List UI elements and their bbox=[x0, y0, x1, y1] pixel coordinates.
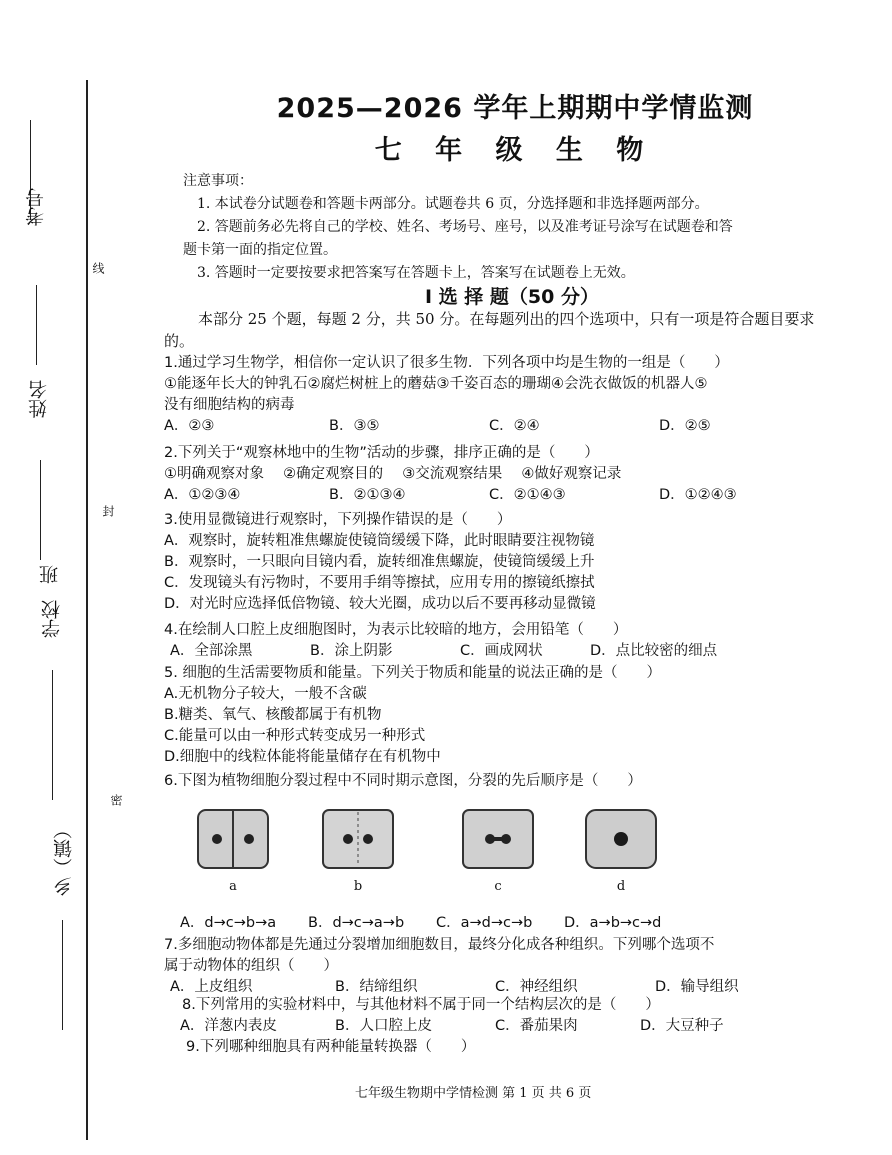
options-row bbox=[164, 416, 829, 437]
school-underline bbox=[52, 670, 53, 800]
option-b: B．d→c→a→b bbox=[308, 915, 405, 931]
question-6-options bbox=[164, 913, 829, 934]
town-underline bbox=[62, 920, 63, 1030]
option-d: D．②⑤ bbox=[659, 418, 711, 434]
notice-block bbox=[183, 170, 833, 285]
question-8 bbox=[164, 995, 829, 1037]
question-extra: 属于动物体的组织（ ） bbox=[164, 958, 338, 974]
question-9 bbox=[164, 1037, 829, 1058]
question-5 bbox=[164, 663, 829, 768]
question-option-line: A.无机物分子较大，一般不含碳 bbox=[164, 686, 367, 702]
seal-char-mi: 密 bbox=[109, 794, 123, 806]
notice-heading: 注意事项： bbox=[183, 173, 253, 189]
option-b: B．②①③④ bbox=[329, 487, 406, 503]
cell-c-image bbox=[460, 806, 536, 872]
class-underline bbox=[40, 460, 41, 560]
cell-a-image bbox=[195, 806, 271, 872]
question-option-line: D．对光时应选择低倍物镜、较大光圈，成功以后不要再移动显微镜 bbox=[164, 596, 596, 612]
question-7 bbox=[164, 935, 829, 998]
question-3 bbox=[164, 510, 829, 615]
option-d: D．输导组织 bbox=[655, 979, 739, 995]
cell-stage-b bbox=[320, 806, 396, 894]
town-label: 乡（镇） bbox=[53, 820, 75, 896]
cell-stage-a bbox=[195, 806, 271, 894]
question-option-line: A．观察时，旋转粗准焦螺旋使镜筒缓缓下降，此时眼睛要注视物镜 bbox=[164, 533, 595, 549]
question-6 bbox=[164, 771, 829, 792]
option-d: D．a→b→c→d bbox=[564, 915, 662, 931]
option-c: C．②④ bbox=[489, 418, 540, 434]
school-label: 学校 bbox=[41, 600, 63, 638]
option-d: D．点比较密的细点 bbox=[590, 643, 718, 659]
question-option-line: B．观察时，一只眼向目镜内看，旋转细准焦螺旋，使镜筒缓缓上升 bbox=[164, 554, 595, 570]
option-a: A．d→c→b→a bbox=[180, 915, 277, 931]
question-option-line: C.能量可以由一种形式转变成另一种形式 bbox=[164, 728, 426, 744]
name-label: 姓名 bbox=[28, 380, 50, 418]
cell-d-image bbox=[583, 806, 659, 872]
options-row bbox=[164, 913, 829, 934]
question-extra: 没有细胞结构的病毒 bbox=[164, 397, 295, 413]
notice-item-3: 3. 答题时一定要按要求把答案写在答题卡上，答案写在试题卷上无效。 bbox=[197, 265, 635, 281]
name-underline-top bbox=[36, 285, 37, 365]
question-stem: 5. 细胞的生活需要物质和能量。下列关于物质和能量的说法正确的是（ ） bbox=[164, 665, 661, 681]
class-label: 班 bbox=[39, 565, 61, 584]
question-1 bbox=[164, 353, 829, 437]
option-a: A．洋葱内表皮 bbox=[180, 1018, 277, 1034]
cell-stage-d bbox=[583, 806, 659, 894]
cell-label-c: c bbox=[494, 879, 502, 894]
seal-line bbox=[86, 80, 88, 1140]
cell-label-b: b bbox=[353, 879, 363, 894]
option-b: B．人口腔上皮 bbox=[335, 1018, 432, 1034]
cell-division-figure bbox=[195, 806, 755, 896]
exam-no-label: 考号 bbox=[25, 188, 47, 226]
option-b: B．涂上阴影 bbox=[310, 643, 393, 659]
question-2 bbox=[164, 443, 829, 506]
exam-subject: 七 年 级 生 物 bbox=[374, 135, 656, 166]
option-c: C．神经组织 bbox=[495, 979, 578, 995]
binding-sidebar bbox=[0, 0, 150, 1155]
question-extra: ①明确观察对象 ②确定观察目的 ③交流观察结果 ④做好观察记录 bbox=[164, 466, 622, 482]
question-stem: 2.下列关于“观察林地中的生物”活动的步骤，排序正确的是（ ） bbox=[164, 445, 599, 461]
question-stem: 6.下图为植物细胞分裂过程中不同时期示意图，分裂的先后顺序是（ ） bbox=[164, 773, 642, 789]
cell-label-d: d bbox=[616, 879, 626, 894]
seal-char-xian: 线 bbox=[91, 262, 105, 274]
option-a: A．②③ bbox=[164, 418, 215, 434]
page-footer: 七年级生物期中学情检测 第 1 页 共 6 页 bbox=[355, 1086, 592, 1101]
options-row bbox=[164, 485, 829, 506]
question-4 bbox=[164, 620, 829, 662]
option-b: B．结缔组织 bbox=[335, 979, 418, 995]
question-option-line: B.糖类、氧气、核酸都属于有机物 bbox=[164, 707, 382, 723]
question-stem: 7.多细胞动物体都是先通过分裂增加细胞数目，最终分化成各种组织。下列哪个选项不 bbox=[164, 937, 715, 953]
question-option-line: D.细胞中的线粒体能将能量储存在有机物中 bbox=[164, 749, 441, 765]
cell-stage-c bbox=[460, 806, 536, 894]
notice-item-1: 1. 本试卷分试题卷和答题卡两部分。试题卷共 6 页，分选择题和非选择题两部分。 bbox=[197, 196, 709, 212]
question-extra: ①能逐年长大的钟乳石②腐烂树桩上的蘑菇③千姿百态的珊瑚④会洗衣做饭的机器人⑤ bbox=[164, 376, 708, 392]
option-a: A．①②③④ bbox=[164, 487, 241, 503]
option-a: A．全部涂黑 bbox=[170, 643, 253, 659]
question-stem: 3.使用显微镜进行观察时，下列操作错误的是（ ） bbox=[164, 512, 512, 528]
option-c: C．画成网状 bbox=[460, 643, 543, 659]
option-d: D．大豆种子 bbox=[640, 1018, 724, 1034]
question-option-line: C．发现镜头有污物时，不要用手绢等擦拭，应用专用的擦镜纸擦拭 bbox=[164, 575, 595, 591]
exam-page bbox=[155, 0, 880, 1155]
seal-char-feng: 封 bbox=[101, 505, 115, 517]
exam-title: 2025—2026 学年上期期中学情监测 bbox=[276, 93, 754, 124]
question-stem: 8.下列常用的实验材料中，与其他材料不属于同一个结构层次的是（ ） bbox=[182, 997, 660, 1013]
cell-b-image bbox=[320, 806, 396, 872]
options-row bbox=[164, 1016, 829, 1037]
options-row bbox=[164, 641, 829, 662]
section-intro: 本部分 25 个题，每题 2 分，共 50 分。在每题列出的四个选项中，只有一项是符合题目要求的。 bbox=[164, 310, 815, 350]
option-c: C．番茄果肉 bbox=[495, 1018, 578, 1034]
question-stem: 1.通过学习生物学，相信你一定认识了很多生物．下列各项中均是生物的一组是（ ） bbox=[164, 355, 729, 371]
option-c: C．a→d→c→b bbox=[436, 915, 533, 931]
notice-item-2: 2. 答题前务必先将自己的学校、姓名、考场号、座号，以及准考证号涂写在试题卷和答 bbox=[197, 219, 733, 235]
option-c: C．②①④③ bbox=[489, 487, 566, 503]
section-title: Ⅰ 选 择 题（50 分） bbox=[425, 286, 599, 308]
notice-item-2-cont: 题卡第一面的指定位置。 bbox=[183, 242, 337, 258]
option-a: A．上皮组织 bbox=[170, 979, 253, 995]
question-stem: 9.下列哪种细胞具有两种能量转换器（ ） bbox=[186, 1039, 476, 1055]
cell-label-a: a bbox=[229, 879, 237, 894]
question-stem: 4.在绘制人口腔上皮细胞图时，为表示比较暗的地方，会用铅笔（ ） bbox=[164, 622, 628, 638]
option-b: B．③⑤ bbox=[329, 418, 380, 434]
option-d: D．①②④③ bbox=[659, 487, 737, 503]
